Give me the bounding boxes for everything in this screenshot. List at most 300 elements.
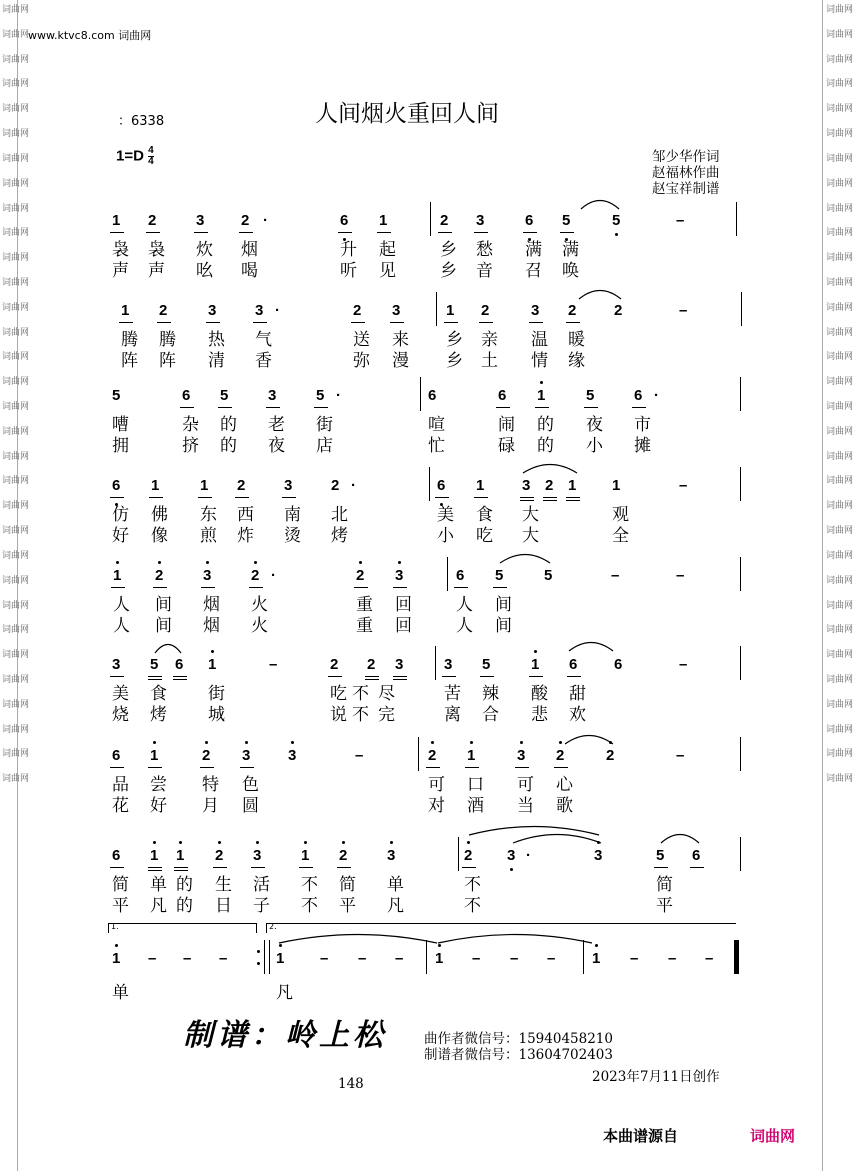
note: 1 (537, 387, 546, 404)
site-url[interactable]: www.ktvc8.com 词曲网 (28, 29, 152, 42)
note: 2 (556, 747, 565, 764)
note: 2 (215, 847, 224, 864)
lyric: 尽 (378, 684, 395, 704)
lyric: 烫 (284, 526, 301, 546)
lyric: 西 (237, 505, 254, 525)
note-double-underline (566, 500, 580, 501)
note: 3 (112, 656, 121, 673)
key-signature (116, 146, 154, 167)
octave-dot-high (520, 741, 523, 744)
note: 3 (517, 747, 526, 764)
lyric: 简 (656, 875, 673, 895)
note: – (676, 212, 685, 229)
note: 3 (268, 387, 277, 404)
repeat-dot (257, 950, 260, 953)
lyric: 阵 (159, 351, 176, 371)
lyric: 不 (301, 875, 318, 895)
barline (436, 292, 437, 326)
lyric: 满 (525, 240, 542, 260)
lyric: 街 (208, 684, 225, 704)
note: 3 (392, 302, 401, 319)
barline (740, 737, 741, 771)
lyric: 仿 (112, 505, 129, 525)
lyric: 佛 (151, 505, 168, 525)
note-double-underline (174, 870, 188, 871)
note: 3 (395, 656, 404, 673)
note-underline (173, 676, 187, 677)
footer-brand-link[interactable]: 词曲网 (750, 1127, 796, 1145)
lyric: 听 (340, 261, 357, 281)
note: 1 (531, 656, 540, 673)
lyric: 烟 (241, 240, 258, 260)
arranger: 赵宝祥制谱 (652, 181, 720, 197)
lyric: 来 (392, 330, 409, 350)
note: 5 (656, 847, 665, 864)
barline (447, 557, 448, 591)
note: · (336, 387, 341, 404)
lyric: 气 (255, 330, 272, 350)
note: 2 (481, 302, 490, 319)
note: – (668, 950, 677, 967)
octave-dot-high (470, 741, 473, 744)
note: 1 (568, 477, 577, 494)
note: 2 (339, 847, 348, 864)
note: 3 (255, 302, 264, 319)
note: · (275, 302, 280, 319)
note: 2 (155, 567, 164, 584)
slur (580, 196, 620, 210)
lyric: 好 (112, 526, 129, 546)
lyric: 不 (352, 684, 369, 704)
note: 1 (113, 567, 122, 584)
lyric: 生 (215, 875, 232, 895)
octave-dot-high (359, 561, 362, 564)
slur (568, 638, 614, 652)
note: – (679, 302, 688, 319)
note-underline (240, 767, 254, 768)
note: 3 (395, 567, 404, 584)
note: 1 (592, 950, 601, 967)
volta-1-label: 1. (111, 922, 119, 931)
barline (738, 940, 739, 974)
note-underline (149, 497, 163, 498)
note-underline (444, 322, 458, 323)
octave-dot-high (467, 841, 470, 844)
note: 2 (367, 656, 376, 673)
note: – (676, 567, 685, 584)
note-double-underline (543, 500, 557, 501)
lyric: 花 (112, 796, 129, 816)
barline (740, 646, 741, 680)
lyric: 像 (151, 526, 168, 546)
note: 3 (522, 477, 531, 494)
note-underline (454, 587, 468, 588)
lyric: 腾 (121, 330, 138, 350)
lyric: 间 (155, 595, 172, 615)
note: 1 (301, 847, 310, 864)
lyric: 声 (112, 261, 129, 281)
slur (499, 550, 551, 564)
lyric: 色 (242, 775, 259, 795)
note: 2 (148, 212, 157, 229)
octave-dot-high (559, 741, 562, 744)
note: 2 (237, 477, 246, 494)
note: 5 (112, 387, 121, 404)
note: 2 (614, 302, 623, 319)
lyric: 亲 (481, 330, 498, 350)
note: 6 (569, 656, 578, 673)
note-underline (390, 322, 404, 323)
note-underline (110, 232, 124, 233)
lyric: 的 (220, 415, 237, 435)
note: 1 (112, 212, 121, 229)
note-underline (479, 322, 493, 323)
lyric: 间 (495, 595, 512, 615)
key-label: 1=D (116, 147, 144, 165)
note-underline (496, 407, 510, 408)
lyric: 平 (656, 896, 673, 916)
note: 2 (568, 302, 577, 319)
lyric: 单 (150, 875, 167, 895)
note: – (679, 656, 688, 673)
lyric: 香 (255, 351, 272, 371)
creation-date: 2023年7月11日创作 (592, 1069, 720, 1085)
lyric: 欢 (569, 705, 586, 725)
note-underline (337, 867, 351, 868)
note-underline (148, 767, 162, 768)
octave-dot-high (245, 741, 248, 744)
note: 1 (151, 477, 160, 494)
octave-dot-high (291, 741, 294, 744)
barline (429, 467, 430, 501)
note: 1 (446, 302, 455, 319)
lyric: 城 (208, 705, 225, 725)
footer-source-label: 本曲谱源自 (603, 1127, 679, 1145)
note-underline (529, 676, 543, 677)
volta-2-bracket (266, 923, 736, 924)
note-underline (554, 767, 568, 768)
note-underline (465, 767, 479, 768)
slur (522, 460, 578, 474)
note: 6 (692, 847, 701, 864)
lyric: 漫 (392, 351, 409, 371)
note: – (219, 950, 228, 967)
note-underline (157, 322, 171, 323)
note: 6 (112, 477, 121, 494)
lyric: 的 (176, 896, 193, 916)
note-underline (393, 676, 407, 677)
lyric: 观 (612, 505, 629, 525)
arranger-signature: 制谱：岭上松 (183, 1018, 387, 1053)
lyric: 回 (395, 616, 412, 636)
octave-dot-high (211, 650, 214, 653)
barline (740, 467, 741, 501)
lyric: 烟 (203, 595, 220, 615)
note: 3 (196, 212, 205, 229)
octave-dot-high (390, 841, 393, 844)
lyric: 吃 (476, 526, 493, 546)
note-underline (239, 232, 253, 233)
note: · (271, 567, 276, 584)
note: – (183, 950, 192, 967)
note: 1 (612, 477, 621, 494)
lyric: 美 (112, 684, 129, 704)
note-underline (632, 407, 646, 408)
lyric: 闹 (498, 415, 515, 435)
note-underline (584, 407, 598, 408)
octave-dot-low (510, 868, 513, 871)
volta-2-edge (266, 923, 267, 933)
note: 1 (208, 656, 217, 673)
lyric: 街 (316, 415, 333, 435)
lyric: 尝 (150, 775, 167, 795)
note: 3 (444, 656, 453, 673)
lyric: 重 (356, 616, 373, 636)
note: 6 (614, 656, 623, 673)
note-underline (535, 407, 549, 408)
note: 3 (476, 212, 485, 229)
slur (437, 930, 593, 944)
lyric: 见 (379, 261, 396, 281)
barline (740, 557, 741, 591)
note-underline (235, 497, 249, 498)
note: 2 (353, 302, 362, 319)
lyric: 心 (556, 775, 573, 795)
note: 6 (175, 656, 184, 673)
lyric: 歌 (556, 796, 573, 816)
lyric: 人 (113, 595, 130, 615)
note: 3 (253, 847, 262, 864)
note: 2 (330, 656, 339, 673)
lyric: 嘈 (112, 415, 129, 435)
barline (430, 202, 431, 236)
note-underline (351, 322, 365, 323)
note-double-underline (173, 679, 187, 680)
note: 5 (482, 656, 491, 673)
lyric: 吆 (196, 261, 213, 281)
note-underline (474, 232, 488, 233)
note-underline (438, 232, 452, 233)
lyric: 大 (522, 505, 539, 525)
note-double-underline (148, 870, 162, 871)
lyric: 大 (522, 526, 539, 546)
note: 2 (202, 747, 211, 764)
note-underline (354, 587, 368, 588)
lyric: 简 (339, 875, 356, 895)
lyric: 对 (428, 796, 445, 816)
note-underline (198, 497, 212, 498)
slur (154, 640, 182, 654)
note-double-underline (148, 679, 162, 680)
lyric: 品 (112, 775, 129, 795)
note: 1 (150, 847, 159, 864)
note: 2 (251, 567, 260, 584)
note-underline (253, 322, 267, 323)
lyric: 凡 (276, 983, 293, 1003)
note-underline (520, 497, 534, 498)
lyric: 老 (268, 415, 285, 435)
lyric: 送 (353, 330, 370, 350)
barline (740, 837, 741, 871)
note-underline (180, 407, 194, 408)
barline (420, 377, 421, 411)
lyric: 的 (220, 436, 237, 456)
song-number: ：6338 (118, 114, 165, 129)
octave-dot-high (158, 561, 161, 564)
note-underline (393, 587, 407, 588)
note-underline (567, 676, 581, 677)
repeat-dot (257, 962, 260, 965)
lyric: 人 (456, 616, 473, 636)
slur (512, 830, 602, 844)
volta-1-edge (256, 923, 257, 933)
octave-dot-high (279, 944, 282, 947)
note: 6 (498, 387, 507, 404)
lyric: 重 (356, 595, 373, 615)
arranger-wechat: 制谱者微信号：13604702403 (424, 1047, 613, 1063)
note: 5 (150, 656, 159, 673)
lyric: 拥 (112, 436, 129, 456)
note: · (654, 387, 659, 404)
lyric: 夜 (586, 415, 603, 435)
lyric: 的 (176, 875, 193, 895)
barline (264, 940, 265, 974)
note-underline (174, 867, 188, 868)
note-underline (119, 322, 133, 323)
lyric: 说 (330, 705, 347, 725)
lyric: 平 (112, 896, 129, 916)
note: · (526, 847, 531, 864)
note-underline (111, 587, 125, 588)
lyric: 情 (531, 351, 548, 371)
lyric: 袅 (112, 240, 129, 260)
note: 6 (340, 212, 349, 229)
note: – (472, 950, 481, 967)
contact-info (424, 1031, 613, 1063)
lyric: 当 (517, 796, 534, 816)
slur (578, 286, 622, 300)
note: – (395, 950, 404, 967)
note: 2 (606, 747, 615, 764)
lyric: 的 (537, 436, 554, 456)
note: 6 (112, 747, 121, 764)
octave-dot-high (153, 741, 156, 744)
note: 2 (331, 477, 340, 494)
note: – (547, 950, 556, 967)
octave-dot-high (115, 944, 118, 947)
note: – (355, 747, 364, 764)
lyric: 酸 (531, 684, 548, 704)
lyric: 回 (395, 595, 412, 615)
lyric: 月 (202, 796, 219, 816)
note: · (351, 477, 356, 494)
note: 2 (464, 847, 473, 864)
note-underline (493, 587, 507, 588)
note-underline (218, 407, 232, 408)
note: – (320, 950, 329, 967)
lyric: 吃 (330, 684, 347, 704)
barline (741, 292, 742, 326)
note: – (630, 950, 639, 967)
lyric: 不 (464, 875, 481, 895)
note-underline (299, 867, 313, 868)
lyric: 合 (482, 705, 499, 725)
lyric: 间 (155, 616, 172, 636)
note-underline (365, 676, 379, 677)
octave-dot-high (254, 561, 257, 564)
note-double-underline (393, 679, 407, 680)
note: · (263, 212, 268, 229)
note-underline (566, 322, 580, 323)
lyric: 夜 (268, 436, 285, 456)
lyric: 喝 (241, 261, 258, 281)
note-underline (462, 867, 476, 868)
lyric: 乡 (446, 351, 463, 371)
lyric: 悲 (531, 705, 548, 725)
note-underline (206, 322, 220, 323)
note: 1 (467, 747, 476, 764)
lyric: 升 (340, 240, 357, 260)
lyric: 袅 (148, 240, 165, 260)
lyric: 火 (251, 616, 268, 636)
lyric: 烤 (150, 705, 167, 725)
lyric: 阵 (121, 351, 138, 371)
note: 3 (288, 747, 297, 764)
note: – (510, 950, 519, 967)
lyric: 满 (562, 240, 579, 260)
lyric: 缘 (568, 351, 585, 371)
lyric: 烧 (112, 705, 129, 725)
lyric: 人 (456, 595, 473, 615)
lyric: 暖 (568, 330, 585, 350)
lyric: 辣 (482, 684, 499, 704)
song-title: 人间烟火重回人间 (315, 101, 499, 127)
barline (740, 377, 741, 411)
note-underline (560, 232, 574, 233)
lyric: 音 (476, 261, 493, 281)
note: 2 (241, 212, 250, 229)
note: 2 (428, 747, 437, 764)
note-underline (249, 587, 263, 588)
octave-dot-high (206, 561, 209, 564)
note-underline (266, 407, 280, 408)
note: 1 (112, 950, 121, 967)
lyricist: 邹少华作词 (652, 149, 720, 165)
note-underline (566, 497, 580, 498)
note-underline (480, 676, 494, 677)
octave-dot-high (534, 650, 537, 653)
right-side-watermark: 词曲网 词曲网 词曲网 词曲网 词曲网 词曲网 词曲网 词曲网 词曲网 词曲网 词曲网 词曲网 词曲网 词曲网 词曲网 词曲网 词曲网 词曲网 词曲网 词曲网 词曲网 词曲网 词曲网 词曲网 词曲网 词曲网 词曲网 词曲网 词曲网 词曲网 词曲网 词曲网 (826, 5, 853, 785)
lyric: 酒 (467, 796, 484, 816)
note-underline (213, 867, 227, 868)
note: 6 (456, 567, 465, 584)
lyric: 乡 (440, 261, 457, 281)
note: 5 (562, 212, 571, 229)
lyric: 炸 (237, 526, 254, 546)
lyric: 土 (481, 351, 498, 371)
note: – (705, 950, 714, 967)
note-underline (201, 587, 215, 588)
octave-dot-high (116, 561, 119, 564)
volta-2-label: 2. (269, 922, 277, 931)
lyric: 杂 (182, 415, 199, 435)
lyric: 北 (331, 505, 348, 525)
lyric: 市 (634, 415, 651, 435)
note-underline (426, 767, 440, 768)
barline (736, 202, 737, 236)
note: 3 (208, 302, 217, 319)
lyric: 清 (208, 351, 225, 371)
